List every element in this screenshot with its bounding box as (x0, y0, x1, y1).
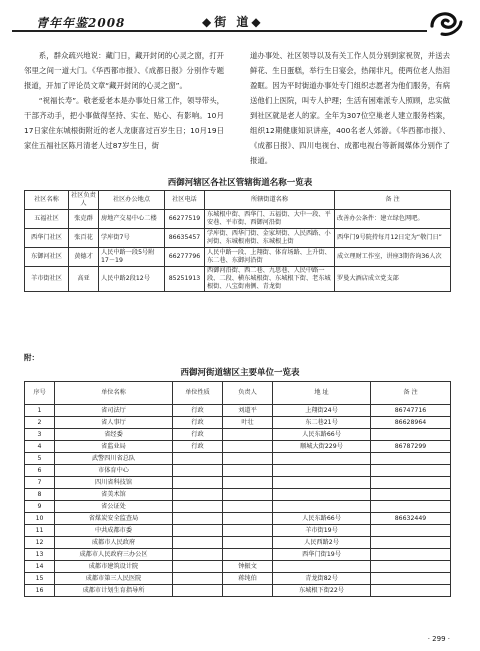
table-cell: 成都市第三人民医院 (55, 573, 173, 585)
table-cell: 14 (25, 561, 55, 573)
table-cell: 省监业局 (55, 441, 173, 453)
table-cell (371, 489, 451, 501)
table-cell: 66277519 (165, 210, 205, 229)
table-row (25, 441, 451, 453)
table-cell: 86747716 (371, 405, 451, 417)
table-cell: 6 (25, 465, 55, 477)
table-cell (173, 549, 223, 561)
table-cell: 羊市街19号 (273, 525, 371, 537)
table-cell (371, 465, 451, 477)
table-cell: 86635457 (165, 229, 205, 248)
table-row (25, 453, 451, 465)
table-cell: 张克群 (69, 210, 99, 229)
table-cell (371, 573, 451, 585)
table-cell: 15 (25, 573, 55, 585)
table-cell: 黄德才 (69, 248, 99, 267)
table-cell (173, 561, 223, 573)
table-cell: 7 (25, 477, 55, 489)
yearbook-title: 青年年鉴2008 (36, 16, 126, 30)
table-cell: 8 (25, 489, 55, 501)
table-cell: 中共成都市委 (55, 525, 173, 537)
table-cell: 省人事厅 (55, 417, 173, 429)
column-header: 单位性质 (173, 382, 223, 405)
table-cell: 行政 (173, 417, 223, 429)
table-cell: 成都市人民政府三办公区 (55, 549, 173, 561)
table-cell: 东城根下街22号 (273, 585, 371, 597)
table-cell: 叶壮 (223, 417, 273, 429)
table-cell: 西御河沿街、西二巷、九思巷、人民中路一段、二段、横东城根街、东城根下街、老东城根街、八宝街南侧、青龙街 (205, 267, 335, 292)
table-row (25, 537, 451, 549)
table-cell: 罗曼大酒店成立党支部 (335, 267, 451, 292)
table-cell (223, 537, 273, 549)
units-table (24, 381, 451, 597)
table-cell: 11 (25, 525, 55, 537)
table-row (25, 267, 451, 292)
table-row (25, 513, 451, 525)
column-header: 单位名称 (55, 382, 173, 405)
table-header-row (25, 191, 451, 210)
table-cell: 市体育中心 (55, 465, 173, 477)
column-header: 序号 (25, 382, 55, 405)
table-cell: 房地产交易中心二楼 (99, 210, 165, 229)
table-cell: 东二巷21号 (273, 417, 371, 429)
table-cell: 3 (25, 429, 55, 441)
table-cell (223, 441, 273, 453)
table-cell: 蒋纯伯 (223, 573, 273, 585)
column-header: 负责人 (223, 382, 273, 405)
table-cell (223, 453, 273, 465)
table-cell: 省经委 (55, 429, 173, 441)
units-table-title: 西御河街道辖区主要单位一览表 (180, 368, 300, 378)
table-cell: 13 (25, 549, 55, 561)
table-cell: 省司法厅 (55, 405, 173, 417)
community-table (24, 190, 451, 292)
table-row (25, 465, 451, 477)
table-cell: 上翔街24号 (273, 405, 371, 417)
table-row (25, 429, 451, 441)
table-cell (223, 429, 273, 441)
table-cell: 武警四川省总队 (55, 453, 173, 465)
table-cell: 西华门9号院持每月12日定为“敬门日” (335, 229, 451, 248)
table-cell (273, 477, 371, 489)
table-cell (371, 525, 451, 537)
table-cell: 4 (25, 441, 55, 453)
table-cell (223, 525, 273, 537)
table-cell: 钟振文 (223, 561, 273, 573)
table-cell: 86787299 (371, 441, 451, 453)
table-cell: 2 (25, 417, 55, 429)
table-cell (371, 537, 451, 549)
table-cell (371, 477, 451, 489)
table-cell: 四川省科技馆 (55, 477, 173, 489)
table-cell: 高亚 (69, 267, 99, 292)
column-header: 社区负责人 (69, 191, 99, 210)
table-cell: 东御河社区 (25, 248, 69, 267)
table-cell: 顺城大街229号 (273, 441, 371, 453)
article-body (24, 48, 450, 170)
table-cell (173, 465, 223, 477)
table-cell: 人民中路一段5号附17－19 (99, 248, 165, 267)
column-header: 所辖街道名称 (205, 191, 335, 210)
table-cell: 省煤炭安全监查局 (55, 513, 173, 525)
table-cell: 86628964 (371, 417, 451, 429)
section-title: ◆街 道◆ (202, 15, 264, 29)
table-cell: 东城根中街、西华门、五福街、大中一段、平安巷、平市街、西御河沿街 (205, 210, 335, 229)
table-cell: 省美术馆 (55, 489, 173, 501)
table-cell: 1 (25, 405, 55, 417)
table-cell (371, 453, 451, 465)
table-cell: 西华门社区 (25, 229, 69, 248)
table-row (25, 585, 451, 597)
table-cell: 成都市建筑设计院 (55, 561, 173, 573)
swirl-logo-icon (428, 8, 464, 38)
table-cell: 9 (25, 501, 55, 513)
table-cell (173, 573, 223, 585)
table-cell: 羊市街社区 (25, 267, 69, 292)
table-cell: 人民东路66号 (273, 513, 371, 525)
table-cell (173, 453, 223, 465)
table-cell: 66277796 (165, 248, 205, 267)
table-cell: 5 (25, 453, 55, 465)
table-cell: 学库街7号 (99, 229, 165, 248)
table-cell: 成都市人民政府 (55, 537, 173, 549)
table-cell: 改善办公条件：建立绿色网吧。 (335, 210, 451, 229)
table-row (25, 525, 451, 537)
table-cell (173, 513, 223, 525)
table-cell: 86632449 (371, 513, 451, 525)
table-header-row (25, 382, 451, 405)
table-cell (371, 501, 451, 513)
table-cell (173, 585, 223, 597)
text-column-right (250, 48, 450, 168)
table-cell (371, 429, 451, 441)
column-header: 备 注 (335, 191, 451, 210)
table-row (25, 248, 451, 267)
text-column-left (24, 48, 224, 153)
table-cell (223, 477, 273, 489)
table-cell: 成立理财工作室，讲座3期咨询36人次 (335, 248, 451, 267)
table-cell: 16 (25, 585, 55, 597)
table-cell (223, 585, 273, 597)
table-cell (223, 549, 273, 561)
annex-label: 附： (24, 353, 39, 362)
table-cell: 10 (25, 513, 55, 525)
table-cell: 人民西路2号 (273, 537, 371, 549)
table-row (25, 501, 451, 513)
table-cell: 省公证处 (55, 501, 173, 513)
table-cell (173, 477, 223, 489)
table-cell (173, 501, 223, 513)
table-cell (223, 489, 273, 501)
table-cell: 学库街、西华门街、金家坝街、人民西路、小河街、东城根南街、东城根上街 (205, 229, 335, 248)
table-row (25, 561, 451, 573)
paragraph: “祝福长寿”。敬老爱老本是办事处日常工作，领导带头，干部齐动手，把小事做得坚持、实在、贴心、有影响。10月17日家住东城根街附近的老人龙康喜过百岁生日；10月19日家住五福社区陈月清老人过87岁生日，街 (24, 96, 224, 150)
table-cell (273, 453, 371, 465)
header-rule (12, 30, 427, 32)
table-cell: 青龙街82号 (273, 573, 371, 585)
paragraph: 道办事处、社区领导以及有关工作人员分别到家祝贺，并送去鲜花、生日蛋糕，举行生日宴会，热闹非凡，使两位老人热泪盈眶。因为平时街道办事处专门组织志愿者为他们服务，有病送他们上医院，叫专人护理；生活有困难派专人照顾，忠实做到社区就是老人的家。全年为307位空巢老人建立服务档案，组织12期健康知识讲座，400名老人郊游。《华西都市报》、《成都日报》、四川电视台、成都电视台等新闻媒体分别作了报道。 (250, 51, 450, 165)
table-cell (273, 465, 371, 477)
table-cell (371, 549, 451, 561)
table-row (25, 489, 451, 501)
table-cell (273, 489, 371, 501)
table-row (25, 210, 451, 229)
table-cell: 人民中路2段12号 (99, 267, 165, 292)
table-cell: 人民东路66号 (273, 429, 371, 441)
table-cell: 五福社区 (25, 210, 69, 229)
table-cell: 成都市计划生育指导所 (55, 585, 173, 597)
column-header: 地 址 (273, 382, 371, 405)
paragraph: 系，群众疏兴地说：藏门日，藏开封闭的心灵之窗，打开邻里之间一道大门。《华西都市报》、《成都日报》分别作专题报道，开加了评论员文章“藏开封闭的心灵之窗”。 (24, 51, 224, 90)
units-table-body (25, 405, 451, 597)
table-row (25, 405, 451, 417)
table-cell: 12 (25, 537, 55, 549)
column-header: 社区办公地点 (99, 191, 165, 210)
table-cell: 西华门街19号 (273, 549, 371, 561)
table-row (25, 573, 451, 585)
page-header (12, 8, 464, 38)
column-header: 社区电话 (165, 191, 205, 210)
table-cell (273, 561, 371, 573)
table-cell (173, 525, 223, 537)
column-header: 社区名称 (25, 191, 69, 210)
page-number: · 299 · (427, 635, 450, 643)
table-cell: 85251913 (165, 267, 205, 292)
table-row (25, 417, 451, 429)
table-row (25, 229, 451, 248)
table-row (25, 477, 451, 489)
table-cell (223, 501, 273, 513)
table-cell: 刘道平 (223, 405, 273, 417)
table-cell: 行政 (173, 441, 223, 453)
table-cell (223, 513, 273, 525)
table-cell (371, 585, 451, 597)
table-cell (173, 537, 223, 549)
table-cell: 行政 (173, 429, 223, 441)
table-cell: 人民中路一段、上翔街、体育场路、上升街、东二巷、东御河沿街 (205, 248, 335, 267)
table-cell: 张百花 (69, 229, 99, 248)
table-cell (223, 465, 273, 477)
table-cell (371, 561, 451, 573)
table-cell (273, 501, 371, 513)
column-header: 备 注 (371, 382, 451, 405)
community-table-title: 西御河辖区各社区管辖街道名称一览表 (167, 178, 313, 188)
table-row (25, 549, 451, 561)
table-cell: 行政 (173, 405, 223, 417)
table-cell (173, 489, 223, 501)
